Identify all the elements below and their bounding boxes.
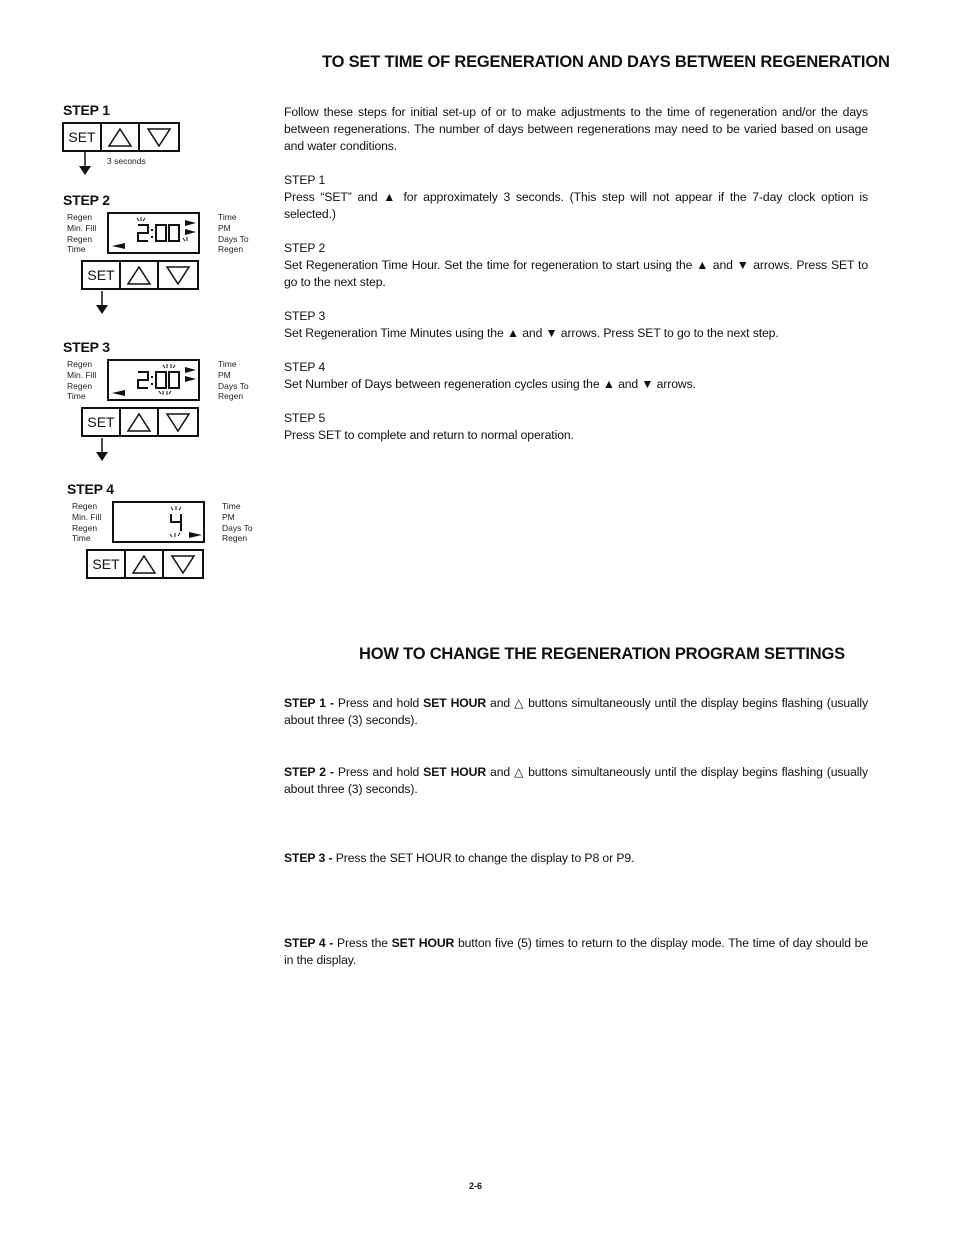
instruction-step-5: Press SET to complete and return to normal operation. bbox=[284, 428, 574, 442]
up-triangle-icon bbox=[131, 553, 157, 575]
down-arrow-icon bbox=[94, 291, 110, 315]
lcd-digits bbox=[109, 361, 198, 399]
instruction-step-5-head: STEP 5 bbox=[284, 411, 326, 425]
step2-control-panel bbox=[81, 260, 199, 290]
program-step-3: STEP 3 - Press the SET HOUR to change the display to P8 or P9. bbox=[284, 851, 635, 865]
lcd-right-labels: Time PM Days To Regen bbox=[222, 501, 253, 544]
intro-paragraph: Follow these steps for initial set-up of or to make adjustments to the time of regeneration and/or the days between regenerations. The number of days between regenerations may need to be varied based on usage and water conditions. bbox=[284, 105, 868, 153]
lcd-right-labels: Time PM Days To Regen bbox=[218, 212, 249, 255]
instruction-step-1: Press “SET” and ▲ for approximately 3 seconds. (This step will not appear if the 7-day clock option is selected.) bbox=[284, 190, 868, 221]
lcd-display bbox=[107, 359, 200, 401]
page-number: 2-6 bbox=[469, 1181, 483, 1191]
set-button[interactable]: SET bbox=[83, 262, 121, 288]
set-button[interactable]: SET bbox=[64, 124, 102, 150]
lcd-left-labels: Regen Min. Fill Regen Time bbox=[67, 359, 97, 402]
down-button[interactable] bbox=[159, 409, 197, 435]
up-triangle-icon: △ bbox=[514, 765, 525, 779]
three-seconds-label: 3 seconds bbox=[107, 156, 146, 166]
down-triangle-icon bbox=[165, 411, 191, 433]
lcd-display bbox=[107, 212, 200, 254]
page-title: TO SET TIME OF REGENERATION AND DAYS BETWEEN REGENERATION bbox=[322, 53, 890, 71]
up-arrow-icon: ▲ bbox=[602, 377, 615, 391]
down-button[interactable] bbox=[159, 262, 197, 288]
up-triangle-icon bbox=[107, 126, 133, 148]
program-step-4: STEP 4 - Press the SET HOUR button five (5) times to return to the display mode. The time of day should be in the display. bbox=[284, 936, 869, 967]
down-arrow-icon: ▼ bbox=[545, 326, 558, 340]
program-step-1: STEP 1 - Press and hold SET HOUR and △ buttons simultaneously until the display begins flashing (usually about three (3) seconds). bbox=[284, 696, 868, 727]
diagram-step-1-label: STEP 1 bbox=[63, 102, 110, 118]
down-arrow-icon bbox=[94, 438, 110, 462]
instruction-step-2: Set Regeneration Time Hour. Set the time for regeneration to start using the ▲ and ▼ arrows. Press SET to go to the next step. bbox=[284, 258, 869, 289]
up-button[interactable] bbox=[121, 262, 159, 288]
program-step-2: STEP 2 - Press and hold SET HOUR and △ buttons simultaneously until the display begins flashing (usually about three (3) seconds). bbox=[284, 765, 868, 796]
step4-control-panel bbox=[86, 549, 204, 579]
lcd-left-labels: Regen Min. Fill Regen Time bbox=[67, 212, 97, 255]
lcd-display bbox=[112, 501, 205, 543]
up-button[interactable] bbox=[126, 551, 164, 577]
up-triangle-icon bbox=[126, 411, 152, 433]
down-triangle-icon bbox=[146, 126, 172, 148]
up-arrow-icon: ▲ bbox=[696, 258, 709, 272]
instruction-step-1-head: STEP 1 bbox=[284, 173, 326, 187]
instruction-step-3-head: STEP 3 bbox=[284, 309, 326, 323]
down-button[interactable] bbox=[164, 551, 202, 577]
down-triangle-icon bbox=[165, 264, 191, 286]
down-button[interactable] bbox=[140, 124, 178, 150]
step1-control-panel bbox=[62, 122, 180, 152]
step3-control-panel bbox=[81, 407, 199, 437]
set-button[interactable]: SET bbox=[88, 551, 126, 577]
diagram-step-3-label: STEP 3 bbox=[63, 339, 110, 355]
lcd-right-labels: Time PM Days To Regen bbox=[218, 359, 249, 402]
up-button[interactable] bbox=[102, 124, 140, 150]
diagram-step-4-label: STEP 4 bbox=[67, 481, 114, 497]
instruction-step-2-head: STEP 2 bbox=[284, 241, 326, 255]
lcd-digits bbox=[114, 503, 203, 541]
down-triangle-icon bbox=[170, 553, 196, 575]
set-button[interactable]: SET bbox=[83, 409, 121, 435]
down-arrow-icon bbox=[77, 152, 93, 176]
down-arrow-icon: ▼ bbox=[736, 258, 750, 272]
up-arrow-icon: ▲ bbox=[506, 326, 519, 340]
up-button[interactable] bbox=[121, 409, 159, 435]
down-arrow-icon: ▼ bbox=[641, 377, 654, 391]
up-triangle-icon: △ bbox=[514, 696, 525, 710]
up-arrow-icon: ▲ bbox=[383, 190, 398, 204]
section-title: HOW TO CHANGE THE REGENERATION PROGRAM SETTINGS bbox=[359, 645, 845, 663]
lcd-digits bbox=[109, 214, 198, 252]
instruction-step-4-head: STEP 4 bbox=[284, 360, 326, 374]
diagram-step-2-label: STEP 2 bbox=[63, 192, 110, 208]
instruction-step-3: Set Regeneration Time Minutes using the ▲ and ▼ arrows. Press SET to go to the next step. bbox=[284, 326, 779, 340]
instructions-block bbox=[284, 104, 868, 444]
up-triangle-icon bbox=[126, 264, 152, 286]
instruction-step-4: Set Number of Days between regeneration cycles using the ▲ and ▼ arrows. bbox=[284, 377, 696, 391]
lcd-left-labels: Regen Min. Fill Regen Time bbox=[72, 501, 102, 544]
